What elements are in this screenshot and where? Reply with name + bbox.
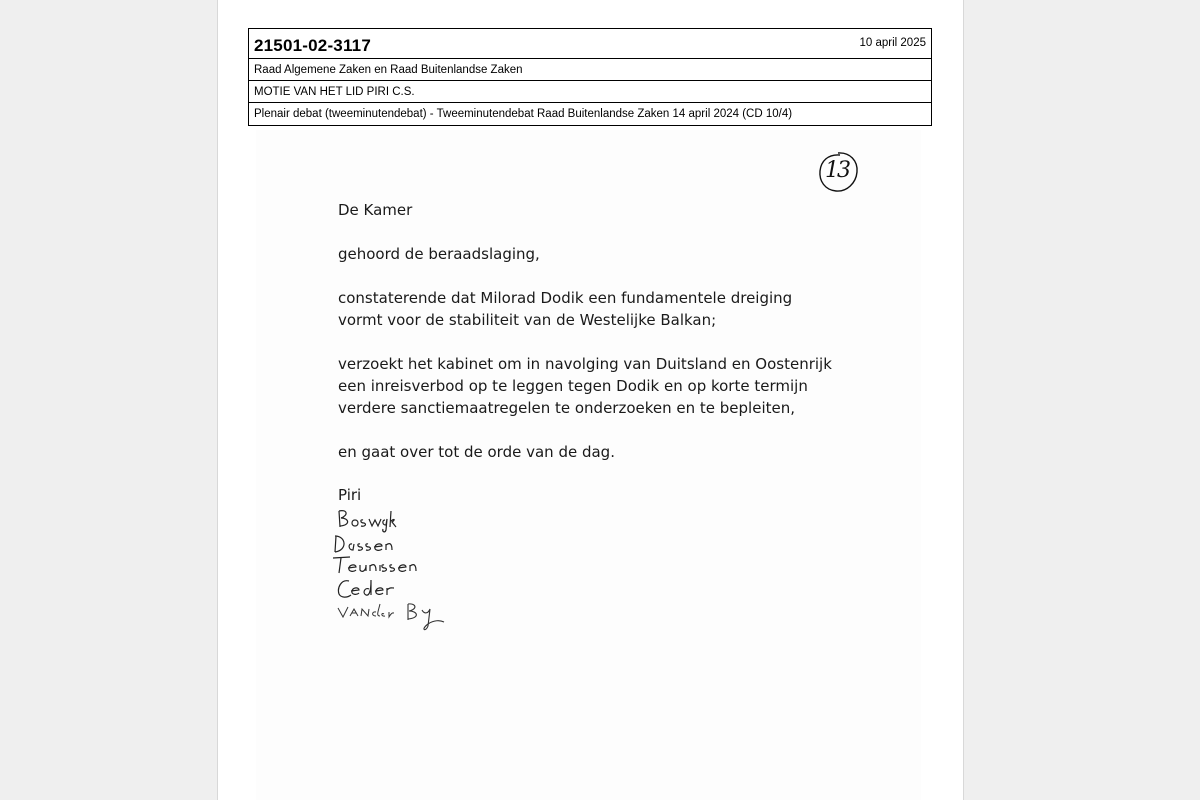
header-row-debate <box>249 103 931 125</box>
considering-line-1: constaterende dat Milorad Dodik een fundamentele dreiging <box>338 289 793 307</box>
signature-teunissen <box>330 553 440 577</box>
signature-boswijk <box>333 505 433 533</box>
header-row-id <box>249 29 931 59</box>
closing-clause: en gaat over tot de orde van de dag. <box>338 443 615 461</box>
signature-van-der-burg <box>336 600 466 636</box>
requests-line-3: verdere sanctiemaatregelen te onderzoeken en te bepleiten, <box>338 399 796 417</box>
signature-ceder <box>333 576 423 602</box>
considering-line-2: vormt voor de stabiliteit van de Westelijke Balkan; <box>338 311 717 329</box>
motion-header-table <box>248 28 932 126</box>
heard-clause: gehoord de beraadslaging, <box>338 245 540 263</box>
document-page[interactable] <box>217 0 964 800</box>
debate-description: Plenair debat (tweeminutendebat) - Tweeminutendebat Raad Buitenlandse Zaken 14 april 2024 (CD 10/4) <box>254 108 793 120</box>
requests-line-1: verzoekt het kabinet om in navolging van Duitsland en Oostenrijk <box>338 355 832 373</box>
requests-line-2: een inreisverbod op te leggen tegen Dodik en op korte termijn <box>338 377 808 395</box>
document-date: 10 april 2025 <box>859 37 926 49</box>
council-name: Raad Algemene Zaken en Raad Buitenlandse Zaken <box>254 63 523 76</box>
header-row-motion <box>249 81 931 103</box>
salutation: De Kamer <box>338 201 413 219</box>
document-number: 21501-02-3117 <box>254 35 371 55</box>
scanned-text-area <box>256 130 921 800</box>
submitter-name: Piri <box>338 486 362 504</box>
motion-title: MOTIE VAN HET LID PIRI C.S. <box>254 85 415 98</box>
header-row-council <box>249 59 931 81</box>
circled-number-annotation <box>816 150 860 194</box>
circled-number-text: 13 <box>825 158 849 183</box>
